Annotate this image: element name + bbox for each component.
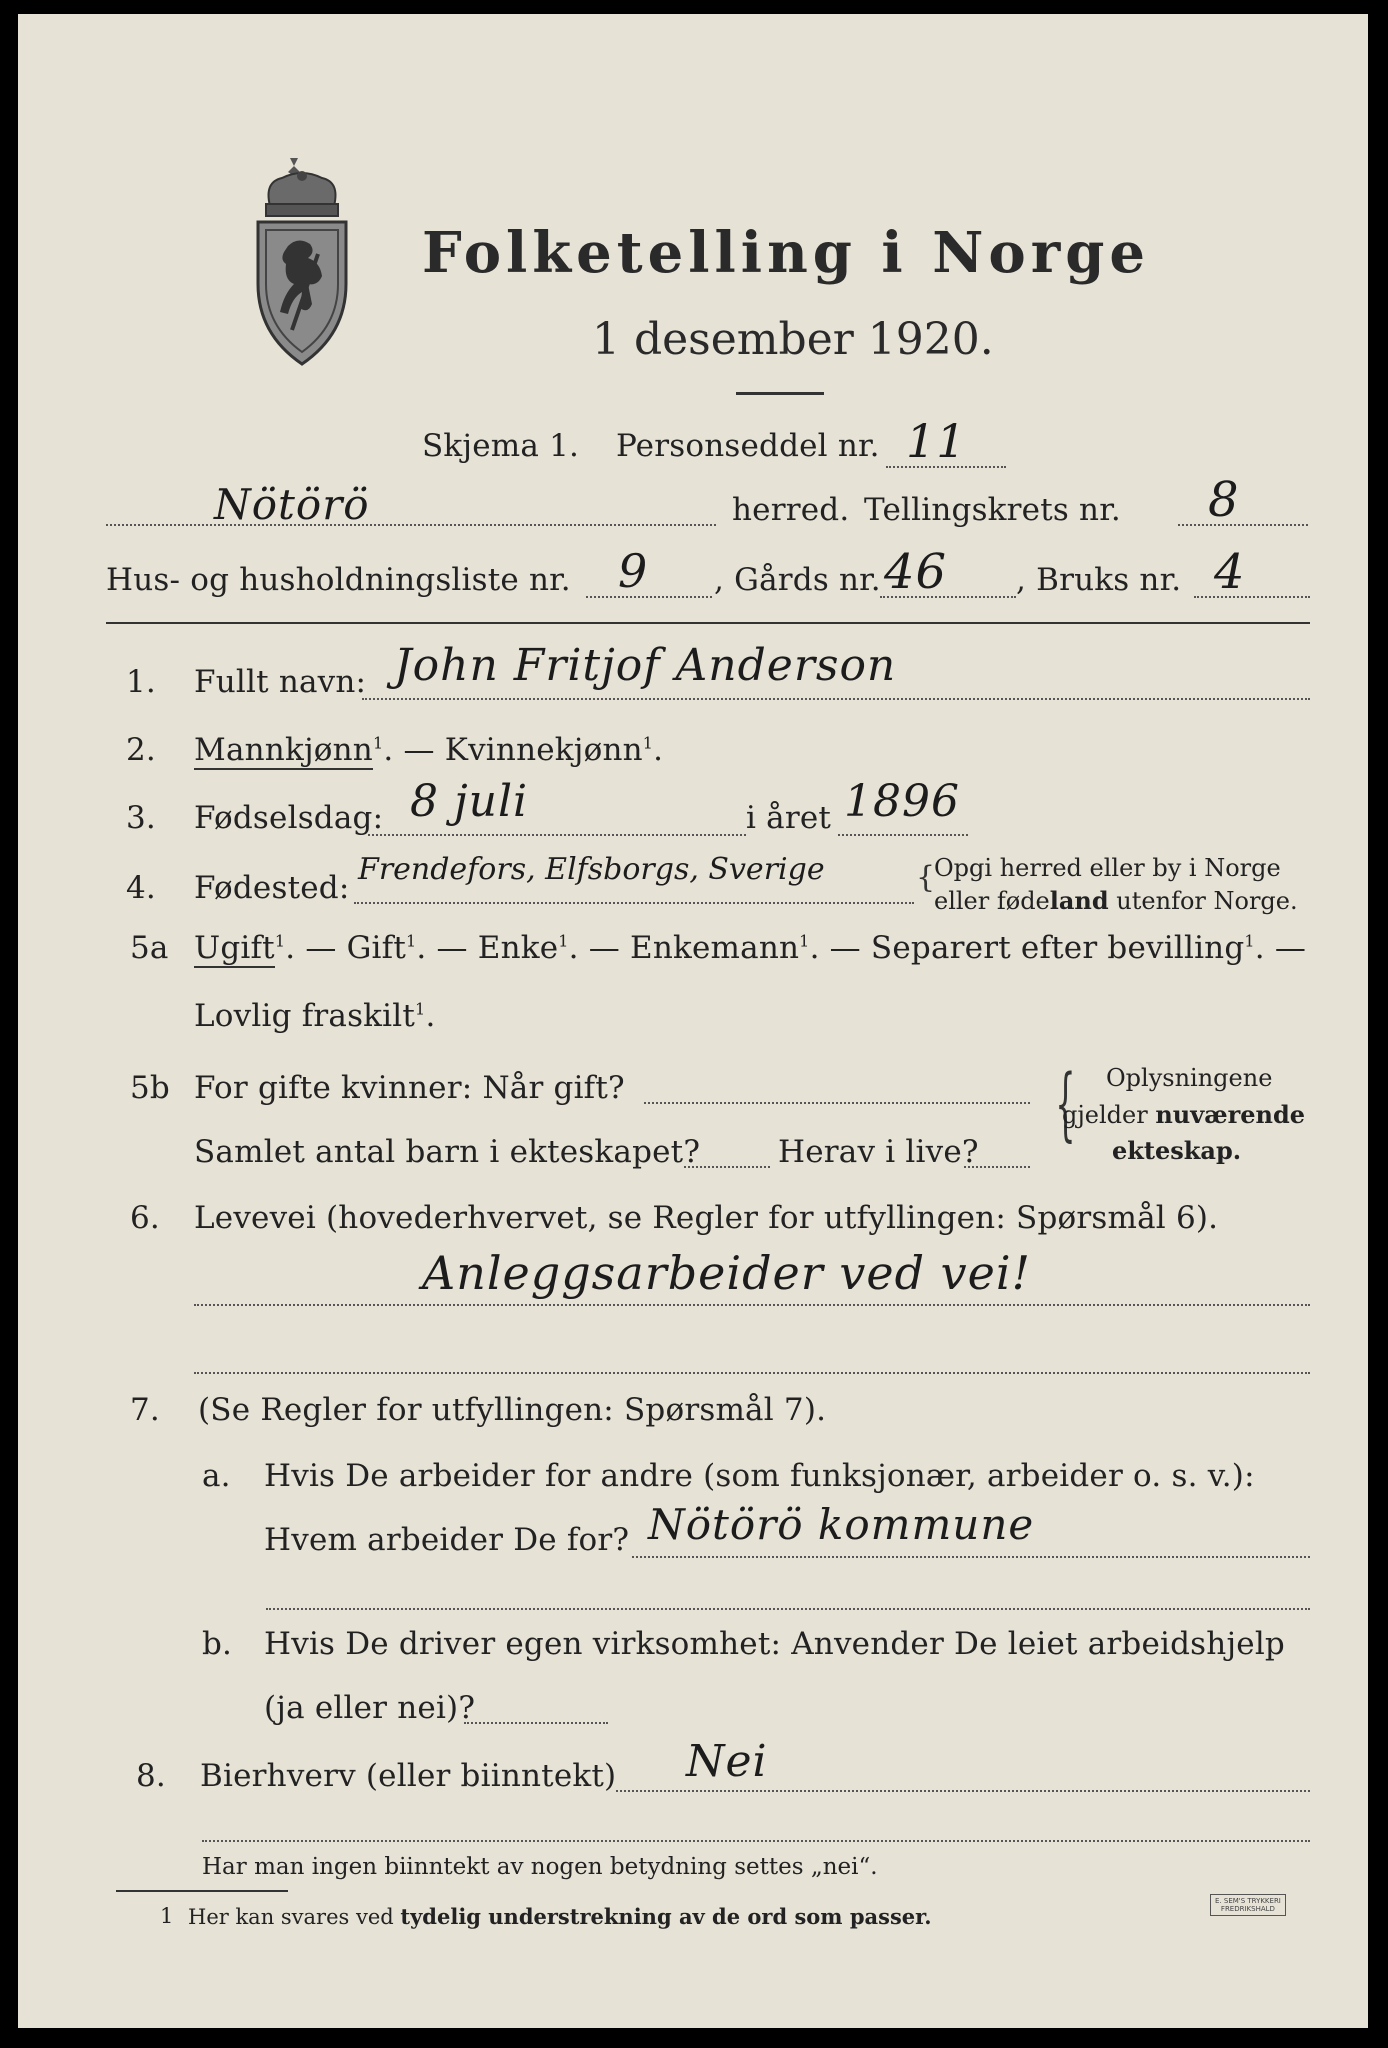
personseddel-line <box>886 466 1006 468</box>
gards-value[interactable]: 46 <box>884 544 948 600</box>
birth-year-line <box>838 834 968 836</box>
married-when-line <box>644 1102 1030 1104</box>
tellingskrets-line <box>1178 524 1308 526</box>
footnote-mark: 1 <box>160 1904 174 1928</box>
birthday-line <box>368 834 746 836</box>
occupation-label: Levevei (hovederhvervet, se Regler for utfyllingen: Spørsmål 6). <box>194 1200 1219 1236</box>
birth-year-value[interactable]: 1896 <box>844 776 960 827</box>
side-income-line-2 <box>202 1840 1310 1842</box>
birth-year-label: i året <box>746 800 832 836</box>
q7-number: 7. <box>130 1392 160 1428</box>
birthplace-note-line2: eller fødeland utenfor Norge. <box>934 886 1298 915</box>
q7b-question: Hvis De driver egen virksomhet: Anvender De leiet arbeidshjelp <box>264 1626 1285 1662</box>
footnote-text: Her kan svares ved tydelig understrekning av de ord som passer. <box>188 1904 932 1929</box>
children-alive-line <box>964 1166 1030 1168</box>
enkemann-option[interactable]: . — Enkemann <box>568 930 800 966</box>
children-count-label: Samlet antal barn i ekteskapet? <box>194 1134 701 1170</box>
q1-label: Fullt navn: <box>194 664 367 700</box>
marriage-note-line1: Oplysningene <box>1106 1064 1273 1092</box>
ugift-option[interactable]: Ugift <box>194 930 275 966</box>
q7a-letter: a. <box>202 1458 231 1494</box>
header-rule <box>106 622 1310 624</box>
marital-status-row: Ugift$^1$. — Gift$^1$. — Enke$^1$. — Enkemann$^1$. — Separert efter bevilling$^1$. — <box>194 930 1307 966</box>
herred-line <box>106 524 716 526</box>
brace-left-1: { <box>916 860 936 895</box>
q2-number: 2. <box>126 732 156 768</box>
married-when-label: For gifte kvinner: Når gift? <box>194 1070 625 1106</box>
gender-row: Mannkjønn$^1$. — Kvinnekjønn$^1$. <box>194 732 664 768</box>
children-alive-label: Herav i live? <box>778 1134 979 1170</box>
q8-number: 8. <box>136 1758 166 1794</box>
side-income-value[interactable]: Nei <box>686 1736 768 1787</box>
children-count-line <box>684 1166 770 1168</box>
lovlig-fraskilt-option[interactable]: Lovlig fraskilt$^1$. <box>194 998 436 1034</box>
birthday-value[interactable]: 8 juli <box>410 776 529 827</box>
occupation-value[interactable]: Anleggsarbeider ved vei! <box>422 1246 1032 1300</box>
tellingskrets-label: Tellingskrets nr. <box>864 492 1121 528</box>
birthday-label: Fødselsdag: <box>194 800 384 836</box>
birthplace-line <box>354 902 914 904</box>
enke-option[interactable]: . — Enke <box>416 930 559 966</box>
hired-help-line <box>464 1722 608 1724</box>
tellingskrets-value[interactable]: 8 <box>1208 472 1240 528</box>
gards-line <box>880 596 1016 598</box>
gards-label: , Gårds nr. <box>714 562 881 598</box>
female-option[interactable]: Kvinnekjønn <box>444 732 643 768</box>
birthplace-note-line1: Opgi herred eller by i Norge <box>934 854 1281 882</box>
marriage-note-line2: gjelder nuværende <box>1062 1100 1306 1129</box>
bruks-value[interactable]: 4 <box>1214 544 1246 600</box>
full-name-line <box>362 698 1310 700</box>
herred-label: herred. <box>732 492 850 528</box>
marriage-note-line3: ekteskap. <box>1112 1136 1242 1165</box>
bruks-line <box>1194 596 1310 598</box>
printer-stamp: E. SEM'S TRYKKERI FREDRIKSHALD <box>1210 1894 1286 1916</box>
occupation-line-1 <box>194 1304 1310 1306</box>
q7b-letter: b. <box>202 1626 233 1662</box>
footnote-rule <box>116 1890 288 1892</box>
herred-value[interactable]: Nötörö <box>214 480 370 529</box>
norwegian-coat-of-arms-icon <box>252 154 352 369</box>
separert-option[interactable]: . — Separert efter bevilling <box>809 930 1245 966</box>
husliste-label: Hus- og husholdningsliste nr. <box>106 562 571 598</box>
census-form-page <box>18 14 1368 2028</box>
q1-number: 1. <box>126 664 156 700</box>
birthplace-value[interactable]: Frendefors, Elfsborgs, Sverige <box>358 852 825 887</box>
employer-value[interactable]: Nötörö kommune <box>648 1500 1035 1549</box>
q7a-question: Hvis De arbeider for andre (som funksjonær, arbeider o. s. v.): <box>264 1458 1255 1494</box>
form-title: Folketelling i Norge <box>422 220 1151 286</box>
side-income-note: Har man ingen biinntekt av nogen betydning settes „nei“. <box>202 1854 878 1880</box>
census-date: 1 desember 1920. <box>592 314 994 365</box>
brace-left-2: { <box>1055 1057 1076 1150</box>
husliste-value[interactable]: 9 <box>618 544 649 598</box>
q5b-number: 5b <box>130 1070 170 1106</box>
bruks-label: , Bruks nr. <box>1016 562 1182 598</box>
q3-number: 3. <box>126 800 156 836</box>
side-income-line-1 <box>616 1790 1310 1792</box>
employer-line-2 <box>266 1608 1310 1610</box>
birthplace-label: Fødested: <box>194 870 350 906</box>
q4-number: 4. <box>126 870 156 906</box>
employer-line-1 <box>632 1556 1310 1558</box>
side-income-label: Bierhverv (eller biinntekt) <box>200 1758 617 1794</box>
hired-help-label: (ja eller nei)? <box>264 1690 476 1726</box>
husliste-line <box>586 596 712 598</box>
personseddel-value[interactable]: 11 <box>906 414 967 468</box>
male-option[interactable]: Mannkjønn <box>194 732 373 768</box>
full-name-value[interactable]: John Fritjof Anderson <box>394 640 897 691</box>
skjema-label: Skjema 1. <box>422 428 580 464</box>
q5a-number: 5a <box>130 930 169 966</box>
occupation-line-2 <box>194 1372 1310 1374</box>
personseddel-label: Personseddel nr. <box>616 428 880 464</box>
employer-label: Hvem arbeider De for? <box>264 1522 630 1558</box>
gift-option[interactable]: . — Gift <box>285 930 406 966</box>
title-divider <box>736 392 824 395</box>
q6-number: 6. <box>130 1200 160 1236</box>
q7-label: (Se Regler for utfyllingen: Spørsmål 7). <box>198 1392 827 1428</box>
